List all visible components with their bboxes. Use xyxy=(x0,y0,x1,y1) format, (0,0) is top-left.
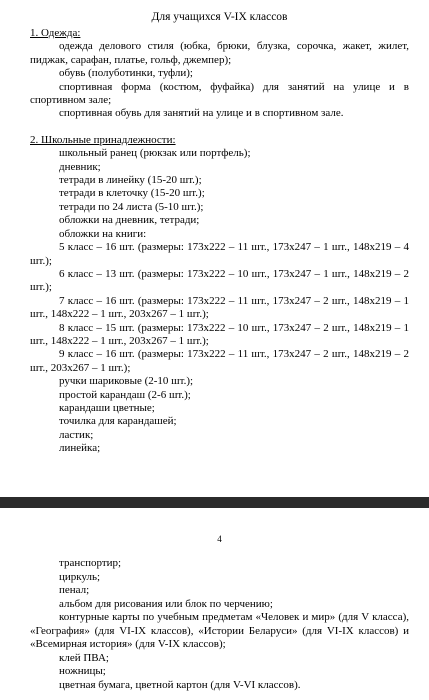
list-item: 9 класс – 16 шт. (размеры: 173х222 – 11 шт., 173х247 – 2 шт., 148х219 – 2 шт., 203х267 – 1 шт.); xyxy=(30,348,409,374)
list-item: транспортир; xyxy=(59,557,122,569)
list-item: клей ПВА; xyxy=(59,651,109,664)
list-item: линейка; xyxy=(59,442,101,455)
list-item: спортивная форма (костюм, фуфайка) для занятий на улице и в спортивном зале; xyxy=(30,80,409,107)
section-heading-supplies: 2. Школьные принадлежности: xyxy=(30,133,176,146)
list-item: обложки на книги: xyxy=(59,227,147,240)
list-item: ручки шариковые (2-10 шт.); xyxy=(59,375,194,388)
list-item: обувь (полуботинки, туфли); xyxy=(59,67,193,80)
list-item: 5 класс – 16 шт. (размеры: 173х222 – 11 шт., 173х247 – 1 шт., 148х219 – 4 шт.); xyxy=(30,241,409,267)
list-item: 6 класс – 13 шт. (размеры: 173х222 – 10 шт., 173х247 – 1 шт., 148х219 – 2 шт.); xyxy=(30,267,409,294)
page-divider xyxy=(0,497,429,508)
list-item: тетради по 24 листа (5-10 шт.); xyxy=(59,200,204,213)
list-item: 8 класс – 15 шт. (размеры: 173х222 – 10 шт., 173х247 – 2 шт., 148х219 – 1 шт., 148х222 – 1 шт., 203х267 – 1 шт.); xyxy=(30,321,409,347)
list-item: 7 класс – 16 шт. (размеры: 173х222 – 11 шт., 173х247 – 2 шт., 148х219 – 1 шт., 148х222 – 1 шт., 203х267 – 1 шт.); xyxy=(30,294,409,321)
list-item: точилка для карандашей; xyxy=(59,415,177,428)
list-item: пенал; xyxy=(59,584,90,596)
list-item: контурные карты по учебным предметам «Человек и мир» (для V класса), «География» (для VI-IX классов), «Истории Беларуси» (для VI-IX классов) и «Всемирная история» (для V-IX классов); xyxy=(30,611,409,650)
list-item: цветная бумага, цветной картон (для V-VI классов). xyxy=(59,678,301,691)
section-heading-clothing: 1. Одежда: xyxy=(30,27,81,39)
list-item: школьный ранец (рюкзак или портфель); xyxy=(59,147,251,160)
list-item: циркуль; xyxy=(59,570,101,583)
supplies-list xyxy=(30,147,409,455)
document-page-bottom xyxy=(0,508,429,700)
supplies-list-continued xyxy=(30,557,409,692)
list-item: спортивная обувь для занятий на улице и в спортивном зале. xyxy=(59,107,344,120)
list-item: карандаши цветные; xyxy=(59,401,155,414)
list-item: дневник; xyxy=(59,160,101,173)
list-item: обложки на дневник, тетради; xyxy=(59,214,200,227)
list-item: простой карандаш (2-6 шт.); xyxy=(59,388,191,401)
page-number: 4 xyxy=(217,534,222,544)
list-item: тетради в линейку (15-20 шт.); xyxy=(59,174,202,187)
document-title: Для учащихся V-IX классов xyxy=(151,11,288,23)
list-item: ластик; xyxy=(59,428,94,441)
list-item: одежда делового стиля (юбка, брюки, блузка, сорочка, жакет, жилет, пиджак, сарафан, платье, гольф, джемпер); xyxy=(30,40,409,66)
list-item: альбом для рисования или блок по черчению; xyxy=(59,597,273,610)
list-item: ножницы; xyxy=(59,665,106,677)
clothing-list xyxy=(30,40,409,120)
list-item: тетради в клеточку (15-20 шт.); xyxy=(59,187,205,200)
